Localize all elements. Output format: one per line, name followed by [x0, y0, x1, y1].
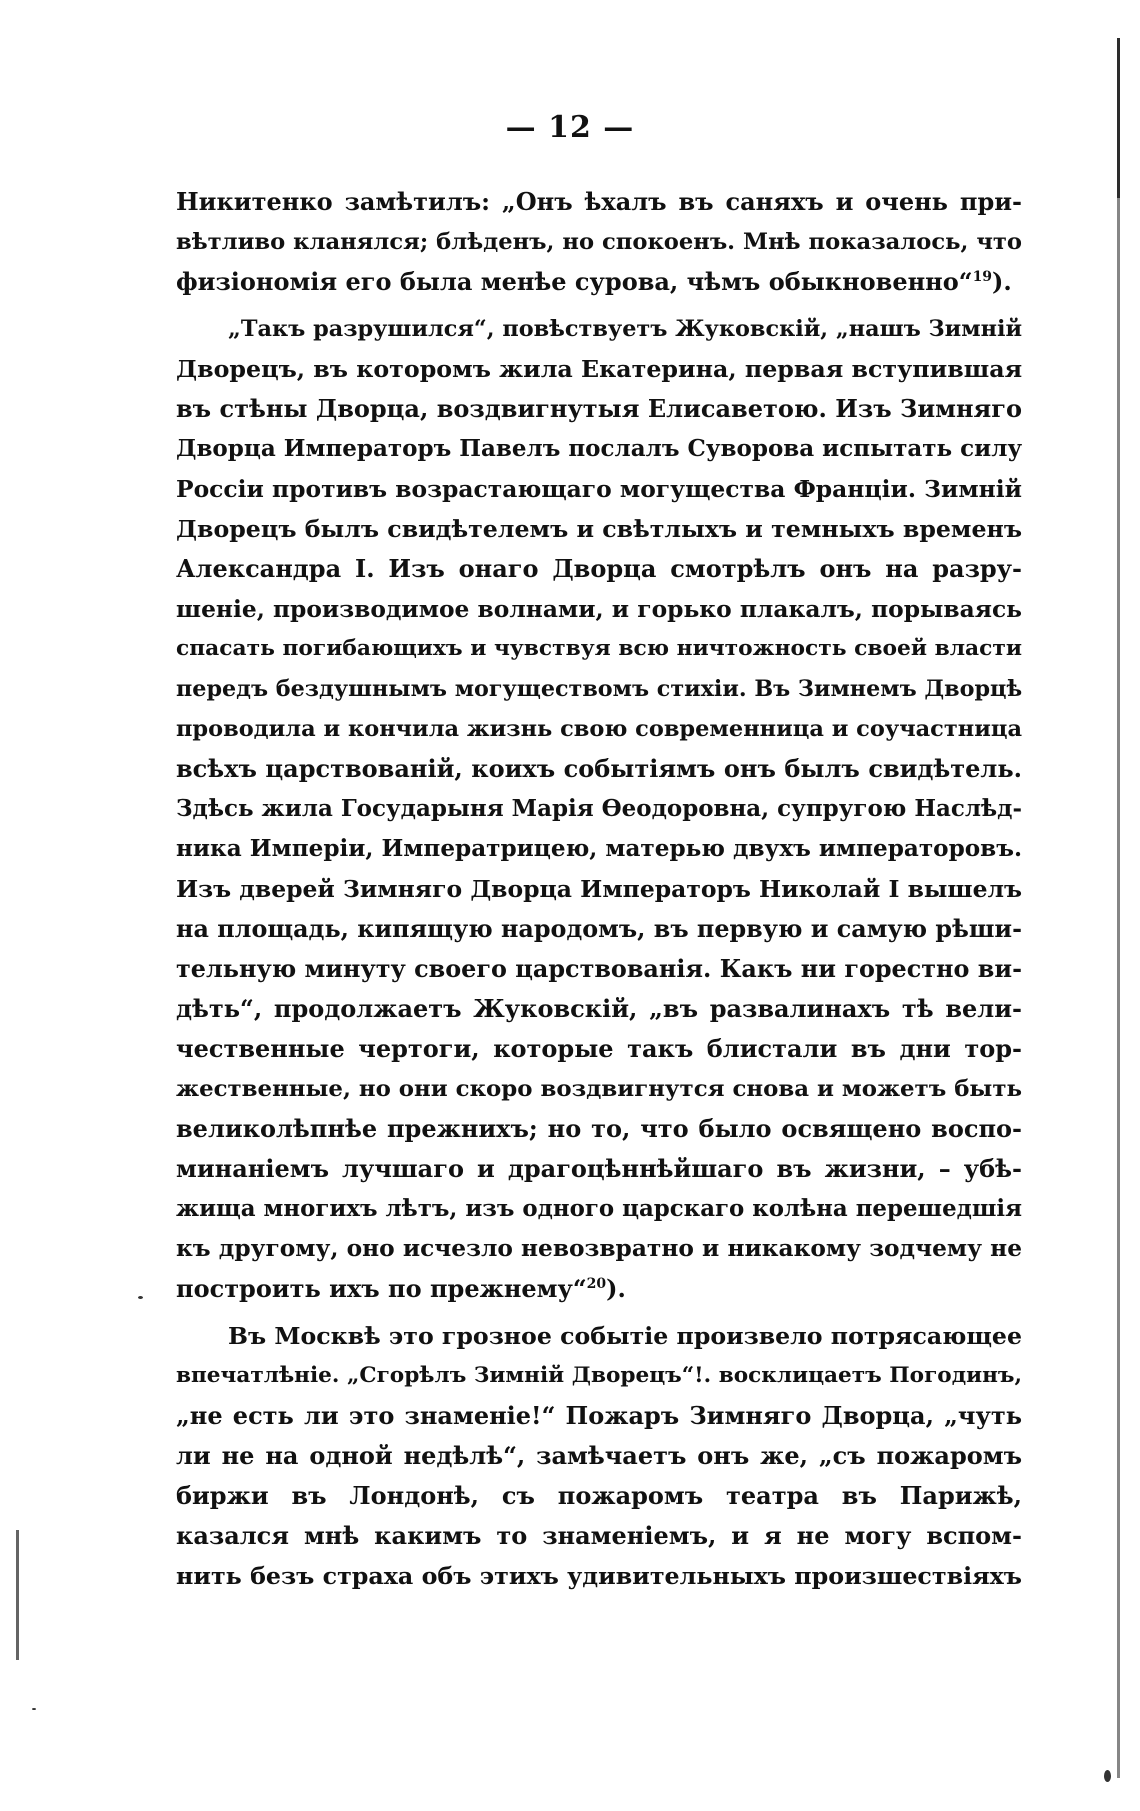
text-line: на площадь, кипящую народомъ, въ первую и самую рѣши-: [176, 915, 1022, 943]
footnote-ref: 20: [586, 1276, 607, 1292]
text-line: ника Имперіи, Императрицею, матерью двухъ императоровъ.: [176, 835, 1022, 862]
text-line: проводила и кончила жизнь свою современница и соучастница: [176, 716, 1022, 742]
page-number: — 12 —: [505, 110, 635, 145]
footnote-ref: 19: [972, 269, 993, 285]
text-line: тельную минуту своего царствованія. Какъ ни горестно ви-: [176, 955, 1022, 983]
text-line: Дворца Императоръ Павелъ послалъ Суворова испытать силу: [176, 435, 1023, 462]
text-line: нить безъ страха объ этихъ удивительныхъ произшествіяхъ: [176, 1562, 1022, 1590]
text-line: Дворецъ былъ свидѣтелемъ и свѣтлыхъ и темныхъ временъ: [176, 515, 1022, 543]
text-line: ли не на одной недѣлѣ“, замѣчаетъ онъ же, „съ пожаромъ: [176, 1441, 1022, 1470]
text-line: въ стѣны Дворца, воздвигнутыя Елисаветою. Изъ Зимняго: [176, 394, 1022, 423]
text-line: Россіи противъ возрастающаго могущества Франціи. Зимній: [176, 475, 1022, 503]
text-line: къ другому, оно исчезло невозвратно и никакому зодчему не: [176, 1235, 1022, 1262]
text-line: дѣть“, продолжаетъ Жуковскій, „въ развалинахъ тѣ вели-: [176, 994, 1022, 1023]
text-line: жественные, но они скоро воздвигнутся снова и можетъ быть: [176, 1076, 1022, 1102]
text-line: передъ бездушнымъ могуществомъ стихіи. Въ Зимнемъ Дворцѣ: [176, 676, 1023, 702]
text-line: биржи въ Лондонѣ, съ пожаромъ театра въ Парижѣ,: [176, 1481, 1022, 1510]
text-line: минаніемъ лучшаго и драгоцѣннѣйшаго въ жизни, – убѣ-: [176, 1154, 1022, 1183]
body-text: [176, 182, 1022, 1596]
text-line: „не есть ли это знаменіе!“ Пожаръ Зимняго Дворца, „чуть: [176, 1401, 1022, 1430]
text-line: Здѣсь жила Государыня Марія Ѳеодоровна, супругою Наслѣд-: [176, 795, 1022, 822]
text-line: жища многихъ лѣтъ, изъ одного царскаго колѣна перешедшія: [176, 1196, 1022, 1222]
text-line: Изъ дверей Зимняго Дворца Императоръ Николай I вышелъ: [176, 875, 1022, 903]
text-line: Въ Москвѣ это грозное событіе произвело потрясающее: [228, 1322, 1022, 1350]
scan-speck: [32, 1708, 36, 1710]
text-line: впечатлѣніе. „Сгорѣлъ Зимній Дворецъ“!. восклицаетъ Погодинъ,: [176, 1363, 1022, 1388]
scan-edge-right: [1117, 38, 1120, 1778]
text-line: „Такъ разрушился“, повѣствуетъ Жуковскій, „нашъ Зимній: [228, 316, 1023, 342]
text-line: спасать погибающихъ и чувствуя всю ничтожность своей власти: [176, 636, 1022, 661]
scan-speck: [138, 1296, 143, 1299]
text-line: Александра I. Изъ онаго Дворца смотрѣлъ онъ на разру-: [176, 554, 1022, 583]
text-line: всѣхъ царствованій, коихъ событіямъ онъ былъ свидѣтель.: [176, 754, 1022, 783]
text-line: шеніе, производимое волнами, и горько плакалъ, порываясь: [176, 595, 1022, 623]
text-line: Никитенко замѣтилъ: „Онъ ѣхалъ въ саняхъ и очень при-: [176, 187, 1022, 216]
text-line: вѣтливо кланялся; блѣденъ, но спокоенъ. Мнѣ показалось, что: [176, 229, 1022, 255]
text-line: Дворецъ, въ которомъ жила Екатерина, первая вступившая: [176, 355, 1023, 383]
scan-speck: [1104, 1770, 1111, 1782]
scan-edge-left: [16, 1530, 19, 1660]
text-line: казался мнѣ какимъ то знаменіемъ, и я не могу вспом-: [176, 1521, 1022, 1550]
text-line: физіономія его была менѣе сурова, чѣмъ обыкновенно“$^{19}$).: [176, 267, 1012, 296]
text-line: построить ихъ по прежнему“$^{20}$).: [176, 1274, 626, 1303]
text-line: великолѣпнѣе прежнихъ; но то, что было освящено воспо-: [176, 1114, 1022, 1143]
text-line: чественные чертоги, которые такъ блистали въ дни тор-: [176, 1034, 1022, 1063]
